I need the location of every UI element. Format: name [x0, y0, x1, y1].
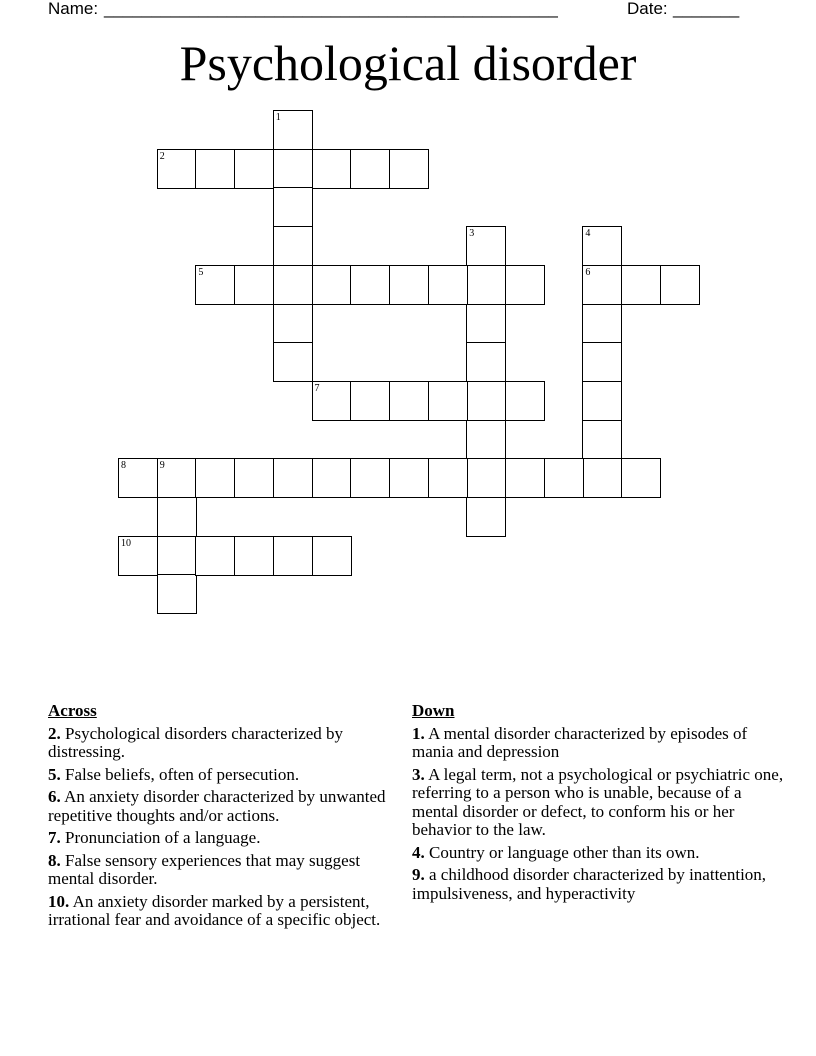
crossword-cell[interactable]: [582, 420, 622, 460]
crossword-cell[interactable]: [466, 265, 506, 305]
crossword-cell[interactable]: [621, 458, 661, 498]
crossword-cell[interactable]: [466, 342, 506, 382]
across-heading: Across: [48, 701, 97, 720]
crossword-cell[interactable]: [466, 381, 506, 421]
clue-number: 6.: [48, 787, 61, 806]
crossword-cell[interactable]: [505, 458, 545, 498]
clue-number: 10.: [48, 891, 70, 911]
clue-text: Pronunciation of a language.: [65, 828, 261, 847]
across-clue-10: [48, 893, 396, 930]
across-clue-5: [48, 766, 396, 785]
clue-number-10: 10: [121, 537, 131, 549]
crossword-cell[interactable]: [312, 265, 352, 305]
crossword-cell[interactable]: [428, 458, 468, 498]
down-heading: Down: [412, 701, 455, 720]
crossword-cell[interactable]: [428, 381, 468, 421]
crossword-cell[interactable]: [157, 497, 197, 537]
across-clues: [48, 702, 396, 934]
clue-text: False beliefs, often of persecution.: [65, 764, 300, 784]
crossword-cell[interactable]: [273, 536, 313, 576]
crossword-cell[interactable]: [157, 536, 197, 576]
clue-number: 1.: [412, 723, 425, 743]
clue-number: 8.: [48, 850, 61, 870]
clue-text: A legal term, not a psychological or psychiatric one, referring to a person who is unable, because of a mental disorder or defect, to conform his or her behavior to the law.: [412, 764, 784, 839]
crossword-cell[interactable]: [505, 381, 545, 421]
clue-number-3: 3: [469, 228, 475, 240]
crossword-cell[interactable]: [273, 304, 313, 344]
crossword-cell[interactable]: [195, 265, 235, 305]
crossword-cell[interactable]: [273, 265, 313, 305]
clue-number-9: 9: [159, 460, 165, 472]
crossword-cell[interactable]: [273, 110, 313, 150]
crossword-cell[interactable]: [582, 381, 622, 421]
crossword-cell[interactable]: [273, 149, 313, 189]
name-line: ________________________________________________: [104, 0, 558, 18]
crossword-cell[interactable]: [505, 265, 545, 305]
name-label: Name:: [48, 0, 99, 18]
date-line: _______: [673, 0, 740, 18]
crossword-cell[interactable]: [660, 265, 700, 305]
crossword-cell[interactable]: [195, 149, 235, 189]
clue-text: A mental disorder characterized by episodes of mania and depression: [412, 723, 748, 761]
crossword-cell[interactable]: [582, 304, 622, 344]
clue-text: An anxiety disorder marked by a persistent, irrational fear and avoidance of a specific object.: [48, 891, 381, 929]
page-title: Psychological disorder: [179, 35, 637, 91]
crossword-cell[interactable]: [466, 226, 506, 266]
crossword-cell[interactable]: [428, 265, 468, 305]
crossword-cell[interactable]: [350, 149, 390, 189]
crossword-cell[interactable]: [234, 149, 274, 189]
crossword-cell[interactable]: [312, 381, 352, 421]
clue-number: 2.: [48, 723, 61, 743]
down-clue-9: [412, 866, 784, 903]
crossword-cell[interactable]: [118, 458, 158, 498]
clue-number: 4.: [412, 842, 425, 862]
crossword-cell[interactable]: [312, 536, 352, 576]
clue-text: An anxiety disorder characterized by unwanted repetitive thoughts and/or actions.: [48, 787, 386, 825]
crossword-cell[interactable]: [234, 458, 274, 498]
down-clues: [412, 702, 784, 907]
across-clue-8: [48, 852, 396, 889]
crossword-cell[interactable]: [195, 536, 235, 576]
crossword-cell[interactable]: [234, 536, 274, 576]
crossword-cell[interactable]: [273, 342, 313, 382]
crossword-cell[interactable]: [582, 458, 622, 498]
crossword-cell[interactable]: [195, 458, 235, 498]
down-clue-1: [412, 725, 784, 762]
crossword-cell[interactable]: [466, 497, 506, 537]
clue-number: 9.: [412, 865, 425, 884]
crossword-cell[interactable]: [118, 536, 158, 576]
crossword-cell[interactable]: [544, 458, 584, 498]
clue-number-8: 8: [121, 460, 126, 472]
across-clue-6: [48, 788, 396, 825]
crossword-cell[interactable]: [582, 342, 622, 382]
crossword-cell[interactable]: [389, 149, 429, 189]
clue-number-6: 6: [585, 266, 591, 278]
crossword-cell[interactable]: [157, 458, 197, 498]
crossword-cell[interactable]: [157, 149, 197, 189]
clue-number: 5.: [48, 764, 61, 784]
clue-number: 7.: [48, 828, 61, 847]
crossword-cell[interactable]: [312, 458, 352, 498]
down-clue-3: [412, 766, 784, 840]
crossword-cell[interactable]: [582, 265, 622, 305]
crossword-cell[interactable]: [621, 265, 661, 305]
crossword-cell[interactable]: [273, 187, 313, 227]
down-clue-4: [412, 844, 784, 863]
clue-number-7: 7: [314, 382, 320, 394]
clue-number-4: 4: [585, 228, 591, 240]
crossword-cell[interactable]: [350, 265, 390, 305]
clue-text: Country or language other than its own.: [429, 842, 700, 862]
clue-number: 3.: [412, 764, 425, 784]
crossword-cell[interactable]: [273, 226, 313, 266]
across-clue-2: [48, 725, 396, 762]
crossword-cell[interactable]: [312, 149, 352, 189]
crossword-cell[interactable]: [389, 381, 429, 421]
crossword-cell[interactable]: [466, 304, 506, 344]
across-clue-7: [48, 829, 396, 848]
crossword-cell[interactable]: [389, 265, 429, 305]
crossword-cell[interactable]: [466, 420, 506, 460]
clue-text: Psychological disorders characterized by distressing.: [48, 723, 344, 761]
clue-text: a childhood disorder characterized by inattention, impulsiveness, and hyperactivity: [412, 865, 767, 903]
crossword-cell[interactable]: [389, 458, 429, 498]
crossword-cell[interactable]: [350, 381, 390, 421]
crossword-cell[interactable]: [466, 458, 506, 498]
crossword-cell[interactable]: [157, 574, 197, 614]
crossword-cell[interactable]: [273, 458, 313, 498]
crossword-cell[interactable]: [582, 226, 622, 266]
clue-number-2: 2: [159, 150, 165, 162]
date-label: Date:: [627, 0, 668, 18]
crossword-cell[interactable]: [350, 458, 390, 498]
clue-number-5: 5: [198, 266, 204, 278]
clue-number-1: 1: [275, 112, 281, 123]
crossword-cell[interactable]: [234, 265, 274, 305]
clue-text: False sensory experiences that may suggest mental disorder.: [48, 850, 361, 888]
